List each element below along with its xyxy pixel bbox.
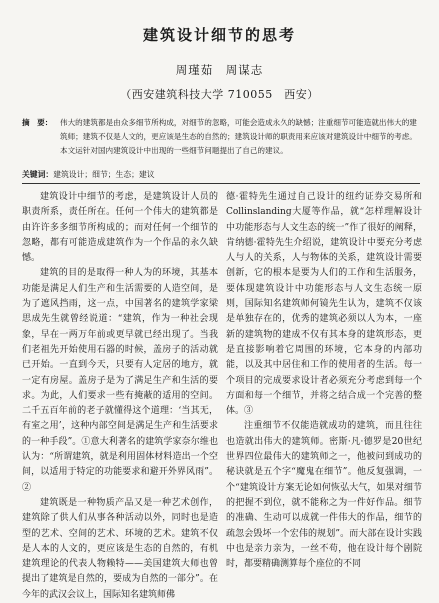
paragraph: 建筑既是一种物质产品又是一种艺术创作，建筑除了供人们从事各种活动以外，同时也是造型的艺术、空间的艺术、环境的艺术。建筑不仅是人本的人文的，更应该是生态的自然的，有机建筑理论的代表人物赖特——美国建筑大师也曾提出了建筑是自然的，要成为自然的一部分”。在今年的武汉会议上，国际知名建筑师佛	[22, 497, 218, 600]
paragraph: 建筑设计中细节的考虑，是建筑设计人员的职责所系，责任所在。任何一个伟大的建筑都是由许许多多细节所构成的；而对任何一个细节的忽略，都有可能造成建筑作为一个作品的永久缺憾。	[22, 192, 218, 264]
authors: 周瑾茹 周谋志	[175, 63, 264, 77]
keywords-label: 关键词：	[22, 170, 54, 179]
affiliation: （西安建筑科技大学 710055 西安）	[120, 88, 319, 101]
abstract-text: 伟大的建筑都是由众多细节所构成，对细节的忽略，可能会造成永久的缺憾；注重细节可能造就出伟大的建筑师；建筑不仅是人文的，更应该是生态的自然的；建筑设计师的职责用来应该对建筑设计中细节的考虑。本文运针对国内建筑设计中出现的一些细节问题提出了自己的建议。	[60, 118, 417, 155]
section-divider	[22, 183, 420, 184]
abstract-label: 摘 要：	[22, 118, 53, 127]
paper-title: 建筑设计细节的思考	[142, 26, 296, 44]
body-column-left	[22, 190, 218, 603]
paragraph: 建筑的目的是取得一种人为的环境，其基本功能是满足人们生产和生活需要的人造空间，是为了遮风挡雨，这一点，中国著名的建筑学家梁思成先生就曾经说道：“建筑，作为一种社会现象，早在一两万年前或更早就已经出现了。当我们老祖先开始使用石器的时候，盖房子的活动就已开始。一直到今天，只要有人定居的地方，就一定有房屋。盖房子是为了满足生产和生活的要求。为此，人们要求一些有掩蔽的适用的空间。二千五百年前的老子就懂得这个道理：‘当其无，有室之用’，这种内部空间是满足生产和生活要求的一种手段”。①意大利著名的建筑学家奈尔维也认为：“所谓建筑，就是利用固体材料造出一个空间，以适用于特定的功能要求和避开外界风雨”。②	[22, 268, 218, 493]
keywords-text: 建筑设计；细节；生态；建议	[53, 170, 155, 179]
keywords	[22, 169, 422, 181]
paragraph: 德·霍特先生通过自己设计的纽约证券交易所和Collinslanding大厦等作品，就“怎样理解设计中功能形态与人文生态的统一”作了很好的阐释，肯纳德·霍特先生介绍说，建筑设计中要充分考虑人与人的关系，人与物体的关系，建筑设计需要创新，它的根本是要为人们的工作和生活服务，要体现建筑设计中功能形态与人文生态统一原则，国际知名建筑师何镜先生认为，建筑不仅该是单独存在的，优秀的建筑必须以人为本，一座新的建筑物的建成不仅有其本身的建筑形态，更是直接影响着它周围的环境，它本身的内部功能，以及其中居住和工作的使用者的生活。每一个项目的完成要求设计者必须充分考虑到每一个方面和每一个细节，并将之结合成一个完善的整体。③	[226, 192, 422, 417]
body-column-right	[226, 190, 422, 572]
paragraph: 注重细节不仅能造就成功的建筑，而且往往也造就出伟大的建筑师。密斯·凡·德罗是20世纪世界四位最伟大的建筑师之一，他被问到成功的秘诀就是五个字“魔鬼在细节”。他反复强调，一个“建筑设计方案无论如何恢弘大气，如果对细节的把握不到位，就不能称之为一件好作品。细节的准确、生动可以成就一件伟大的作品，细节的疏忽会毁坏一个宏伟的规划”。而大部在设计实践中也是亲力亲为，一丝不苟，他在设计每个剧院时，都要精确测算每个座位的不同	[226, 421, 422, 570]
